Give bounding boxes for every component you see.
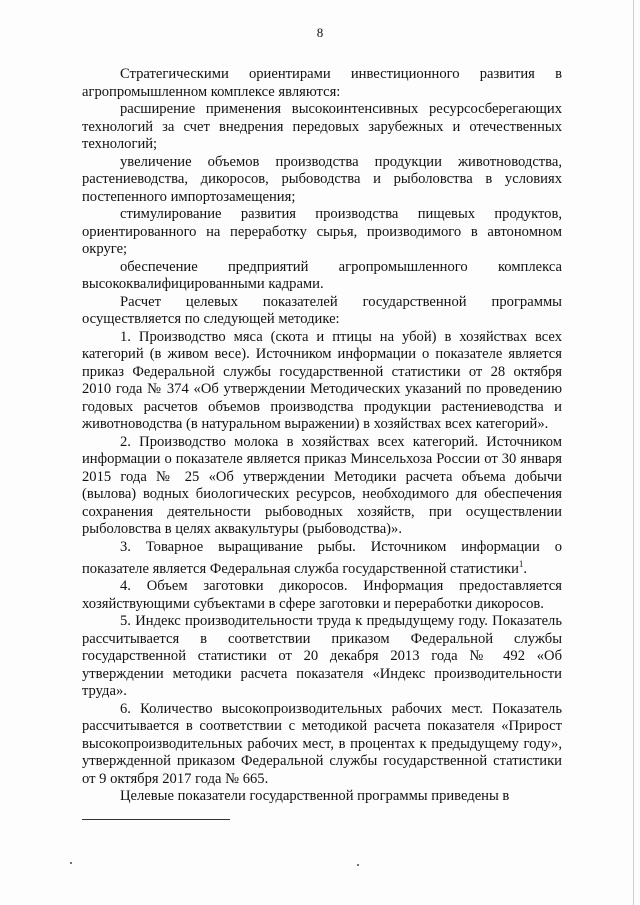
paragraph-production-volumes: увеличение объемов производства продукции животноводства, растениеводства, дикоросов, рыбоводства и рыболовства в условиях постепенного импортозамещения;	[82, 153, 562, 205]
paragraph-indicator-milk: 2. Производство молока в хозяйствах всех категорий. Источником информации о показателе является приказ Минсельхоза России от 30 января 2015 года № 25 «Об утверждении Методики расчета объема добычи (вылова) водных биологических ресурсов, необходимого для обеспечения сохранения деятельности рыбоводных хозяйств, при осуществлении рыболовства в целях аквакультуры (рыбоводства)».	[82, 433, 562, 537]
paragraph-staffing: обеспечение предприятий агропромышленного комплекса высококвалифицированными кадрами.	[82, 258, 562, 292]
indicator-fish-text: 3. Товарное выращивание рыбы. Источником информации о показателе является Федеральная служба государственной статистики	[82, 538, 562, 577]
scan-speck	[357, 864, 359, 866]
paragraph-targets-reference: Целевые показатели государственной программы приведены в	[120, 788, 510, 805]
footnote-marker: 1	[518, 559, 524, 569]
paragraph-calculation-intro: Расчет целевых показателей государственной программы осуществляется по следующей методике:	[82, 293, 562, 327]
paragraph-indicator-jobs: 6. Количество высокопроизводительных рабочих мест. Показатель рассчитывается в соответствии с методикой расчета показателя «Прирост высокопроизводительных рабочих мест, в процентах к предыдущему году», утвержденной приказом Федеральной службы государственной статистики от 9 октября 2017 года № 665.	[82, 700, 562, 787]
paragraph-strategic-intro: Стратегическими ориентирами инвестиционного развития в агропромышленном комплексе являются:	[82, 66, 562, 100]
indicator-fish-period: .	[523, 560, 528, 577]
paragraph-indicator-productivity: 5. Индекс производительности труда к предыдущему году. Показатель рассчитывается в соответствии приказом Федеральной службы государственной статистики от 20 декабря 2013 года № 492 «Об утверждении методики расчета показателя «Индекс производительности труда».	[82, 613, 562, 700]
paragraph-indicator-meat: 1. Производство мяса (скота и птицы на убой) в хозяйствах всех категорий (в живом весе). Источником информации о показателе является приказ Федеральной службы государственной статистики от 28 октября 2010 года № 374 «Об утверждении Методических указаний по проведению годовых расчетов объемов производства продукции растениеводства и животноводства (в натуральном выражении) в хозяйствах всех категорий».	[82, 328, 562, 432]
page-number: 8	[316, 25, 324, 40]
page-edge	[633, 0, 634, 905]
scan-speck	[70, 862, 72, 864]
paragraph-technologies: расширение применения высокоинтенсивных ресурсосберегающих технологий за счет внедрения передовых зарубежных и отечественных технологий;	[82, 101, 562, 152]
paragraph-indicator-fish	[82, 539, 562, 579]
paragraph-indicator-wild-plants: 4. Объем заготовки дикоросов. Информация предоставляется хозяйствующими субъектами в сфере заготовки и переработки дикоросов.	[82, 578, 562, 612]
footnote-separator	[82, 819, 230, 820]
body-text	[82, 66, 562, 806]
paragraph-food-production: стимулирование развития производства пищевых продуктов, ориентированного на переработку сырья, производимого в автономном округе;	[82, 206, 562, 257]
